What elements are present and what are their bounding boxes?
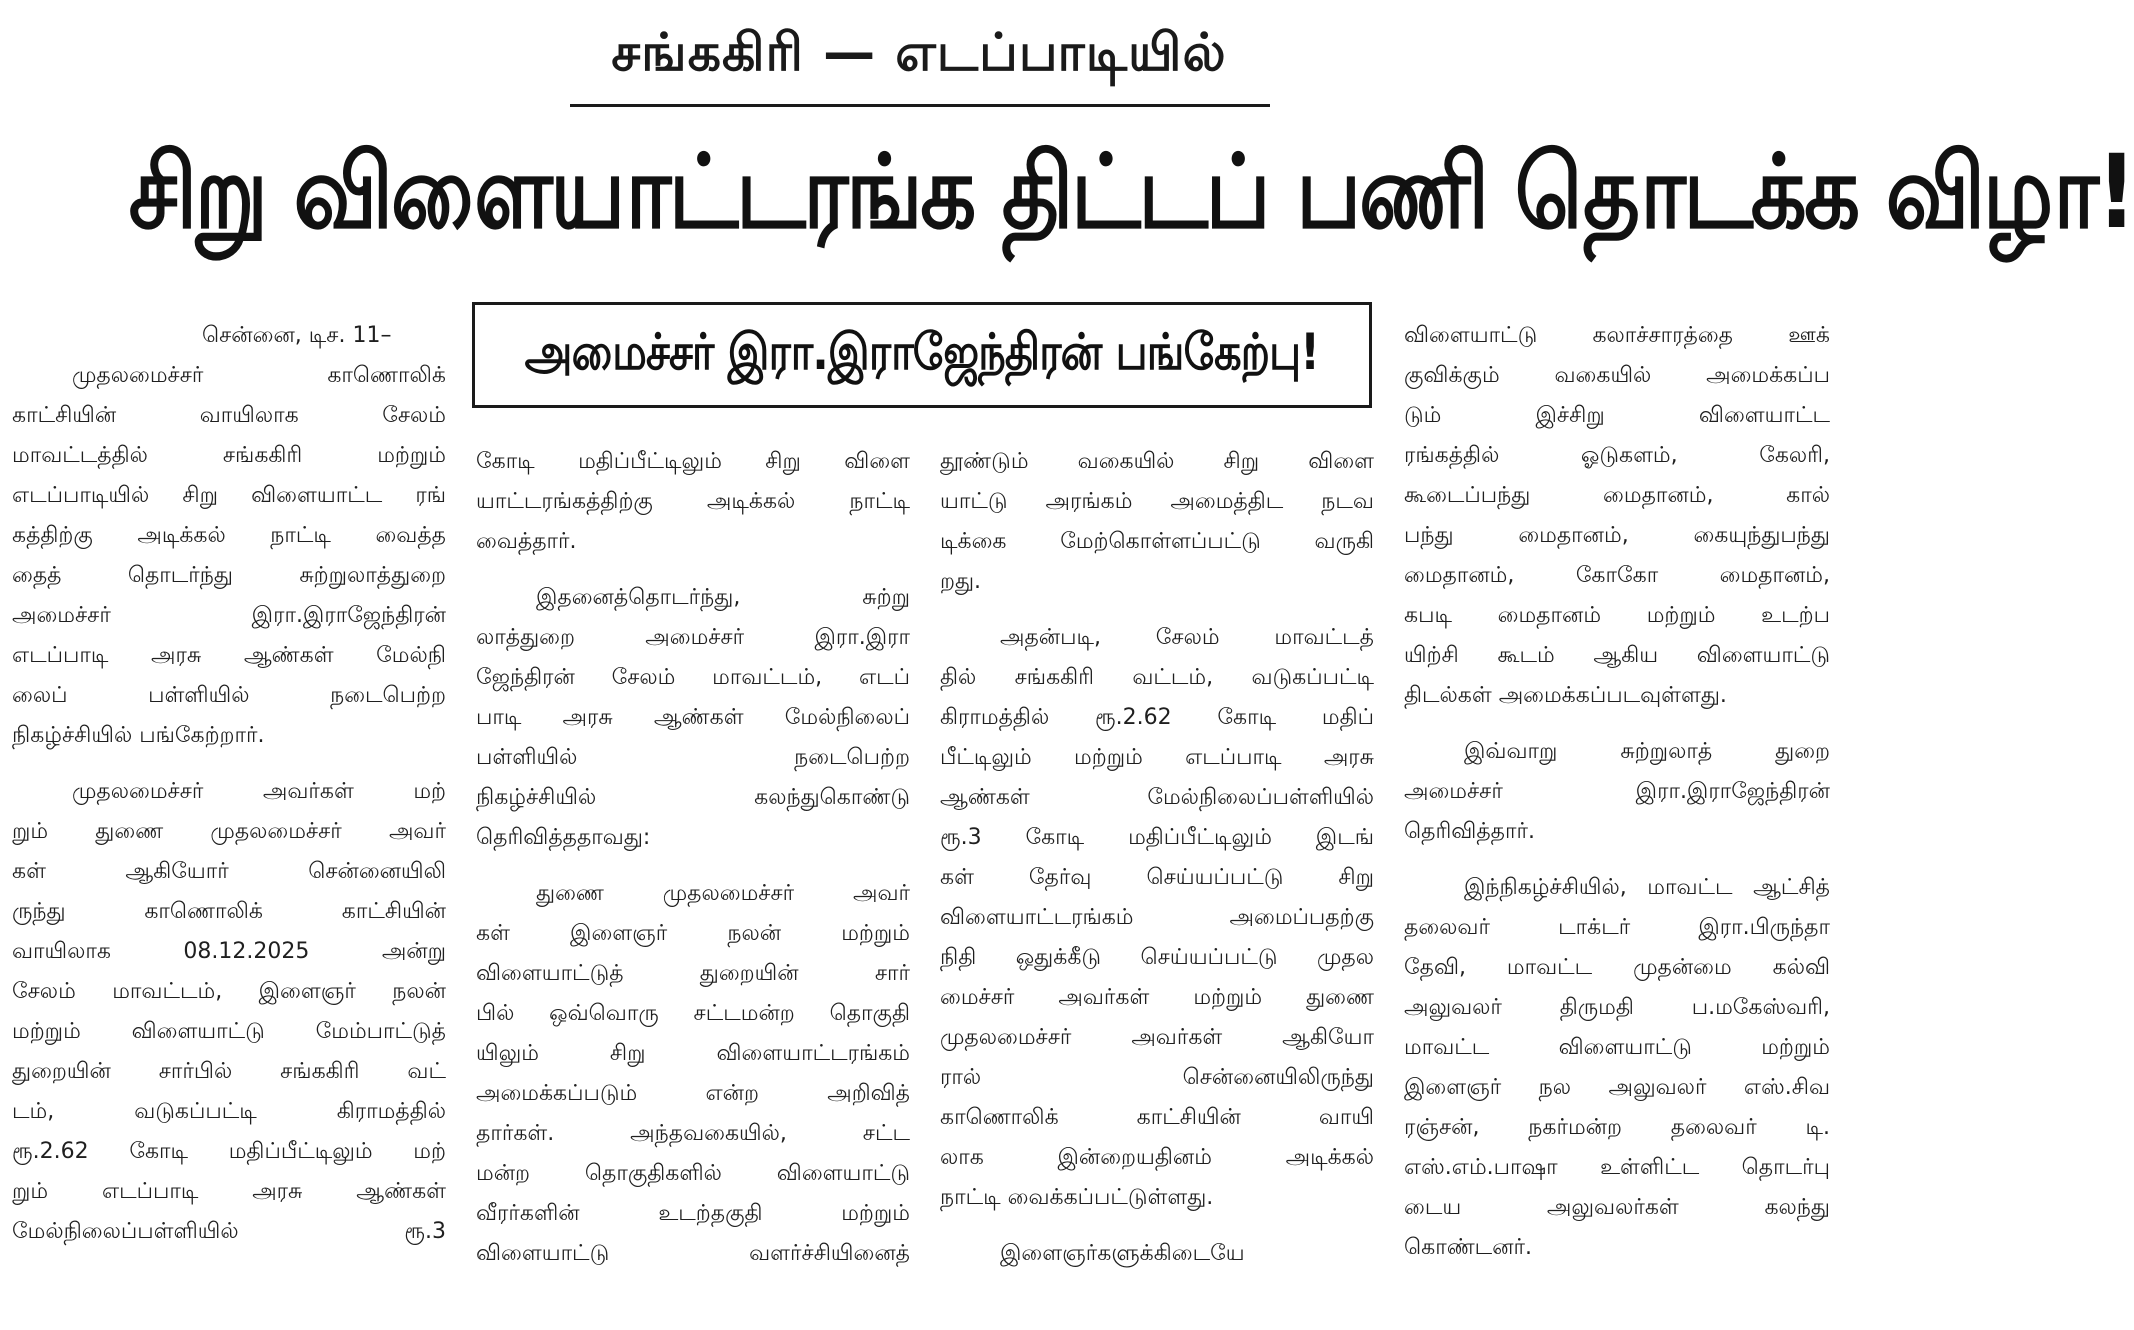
text-line: தூண்டும் வகையில் சிறு விளை: [940, 449, 1374, 474]
text-line: இந்நிகழ்ச்சியில், மாவட்ட ஆட்சித்: [1464, 875, 1830, 900]
text-line: கள் ஆகியோர் சென்னையிலி: [12, 859, 446, 884]
text-line: றும் எடப்பாடி அரசு ஆண்கள்: [12, 1179, 446, 1204]
text-line: விளையாட்டரங்கம் அமைப்பதற்கு: [940, 905, 1374, 930]
text-line: றது.: [940, 569, 982, 594]
text-line: கள் இளைஞர் நலன் மற்றும்: [476, 921, 910, 946]
text-line: அமைக்கப்படும் என்ற அறிவித்: [476, 1081, 910, 1106]
text-line: தலைவர் டாக்டர் இரா.பிருந்தா: [1404, 915, 1830, 940]
dateline: சென்னை, டிச. 11–: [202, 323, 392, 348]
text-line: மன்ற தொகுதிகளில் விளையாட்டு: [476, 1161, 910, 1186]
text-line: வாயிலாக 08.12.2025 அன்று: [12, 939, 446, 964]
text-line: வீரர்களின் உடற்தகுதி மற்றும்: [476, 1201, 910, 1226]
text-line: யிலும் சிறு விளையாட்டரங்கம்: [476, 1041, 910, 1066]
article-column-4: [1404, 316, 1830, 1268]
text-line: கிராமத்தில் ரூ.2.62 கோடி மதிப்: [940, 705, 1374, 730]
text-line: குவிக்கும் வகையில் அமைக்கப்ப: [1404, 363, 1830, 388]
main-headline: சிறு விளையாட்டரங்க திட்டப் பணி தொடக்க விழா!: [128, 133, 2134, 252]
text-line: றும் துணை முதலமைச்சர் அவர்: [12, 819, 446, 844]
text-line: கபடி மைதானம் மற்றும் உடற்ப: [1404, 603, 1830, 628]
kicker-divider: [570, 104, 1270, 107]
text-line: மைச்சர் அவர்கள் மற்றும் துணை: [940, 985, 1374, 1010]
text-line: பில் ஒவ்வொரு சட்டமன்ற தொகுதி: [476, 1001, 910, 1026]
subhead-text: அமைச்சர் இரா.இராஜேந்திரன் பங்கேற்பு!: [524, 322, 1320, 381]
text-line: கோடி மதிப்பீட்டிலும் சிறு விளை: [476, 449, 910, 474]
text-line: வைத்தார்.: [476, 529, 577, 554]
text-line: தெரிவித்ததாவது:: [476, 825, 651, 850]
text-line: டிக்கை மேற்கொள்ளப்பட்டு வருகி: [940, 529, 1374, 554]
text-line: டம், வடுகப்பட்டி கிராமத்தில்: [12, 1099, 446, 1124]
text-line: விளையாட்டுத் துறையின் சார்: [476, 961, 910, 986]
text-line: முதலமைச்சர் அவர்கள் மற்: [72, 779, 446, 804]
paragraph-gap: [1404, 852, 1830, 868]
text-line: இதனைத்தொடர்ந்து, சுற்று: [536, 585, 910, 610]
text-line: நிதி ஒதுக்கீடு செய்யப்பட்டு முதல: [940, 945, 1374, 970]
article-column-1: [12, 316, 446, 1252]
subhead-box: [472, 302, 1372, 408]
text-line: விளையாட்டு கலாச்சாரத்தை ஊக்: [1404, 323, 1830, 348]
text-line: லாத்துறை அமைச்சர் இரா.இரா: [476, 625, 910, 650]
text-line: தில் சங்ககிரி வட்டம், வடுகப்பட்டி: [940, 665, 1374, 690]
paragraph-gap: [12, 756, 446, 772]
text-line: முதலமைச்சர் அவர்கள் ஆகியோ: [940, 1025, 1374, 1050]
text-line: பீட்டிலும் மற்றும் எடப்பாடி அரசு: [940, 745, 1374, 770]
text-line: காணொலிக் காட்சியின் வாயி: [940, 1105, 1374, 1130]
text-line: காட்சியின் வாயிலாக சேலம்: [12, 403, 446, 428]
text-line: தைத் தொடர்ந்து சுற்றுலாத்துறை: [12, 563, 446, 588]
text-line: அதன்படி, சேலம் மாவட்டத்: [1000, 625, 1374, 650]
text-line: முதலமைச்சர் காணொலிக்: [72, 363, 446, 388]
text-line: தேவி, மாவட்ட முதன்மை கல்வி: [1404, 955, 1830, 980]
text-line: கொண்டனர்.: [1404, 1235, 1533, 1260]
text-line: எடப்பாடியில் சிறு விளையாட்ட ரங்: [12, 483, 446, 508]
text-line: இளைஞர்களுக்கிடையே: [1000, 1241, 1245, 1266]
text-line: கத்திற்கு அடிக்கல் நாட்டி வைத்த: [12, 523, 446, 548]
text-line: மேல்நிலைப்பள்ளியில் ரூ.3: [12, 1219, 446, 1244]
text-line: மாவட்ட விளையாட்டு மற்றும்: [1404, 1035, 1830, 1060]
text-line: ரூ.3 கோடி மதிப்பீட்டிலும் இடங்: [940, 825, 1374, 850]
text-line: துணை முதலமைச்சர் அவர்: [536, 881, 910, 906]
text-line: தெரிவித்தார்.: [1404, 819, 1535, 844]
text-line: இளைஞர் நல அலுவலர் எஸ்.சிவ: [1404, 1075, 1830, 1100]
paragraph-gap: [940, 602, 1374, 618]
text-line: பள்ளியில் நடைபெற்ற: [476, 745, 910, 770]
text-line: விளையாட்டு வளர்ச்சியினைத்: [476, 1241, 910, 1266]
text-line: டைய அலுவலர்கள் கலந்து: [1404, 1195, 1830, 1220]
article-column-2: [476, 442, 910, 1274]
text-line: திடல்கள் அமைக்கப்படவுள்ளது.: [1404, 683, 1727, 708]
text-line: யிற்சி கூடம் ஆகிய விளையாட்டு: [1404, 643, 1830, 668]
text-line: மைதானம், கோகோ மைதானம்,: [1404, 563, 1830, 588]
text-line: நாட்டி வைக்கப்பட்டுள்ளது.: [940, 1185, 1214, 1210]
article-column-3: [940, 442, 1374, 1274]
kicker-heading: சங்ககிரி — எடப்பாடியில்: [611, 23, 1227, 83]
text-line: இவ்வாறு சுற்றுலாத் துறை: [1464, 739, 1830, 764]
text-line: நிகழ்ச்சியில் பங்கேற்றார்.: [12, 723, 265, 748]
text-line: மாவட்டத்தில் சங்ககிரி மற்றும்: [12, 443, 446, 468]
text-line: ஆண்கள் மேல்நிலைப்பள்ளியில்: [940, 785, 1374, 810]
text-line: கள் தேர்வு செய்யப்பட்டு சிறு: [940, 865, 1374, 890]
text-line: எடப்பாடி அரசு ஆண்கள் மேல்நி: [12, 643, 446, 668]
text-line: அமைச்சர் இரா.இராஜேந்திரன்: [1404, 779, 1830, 804]
text-line: கூடைப்பந்து மைதானம், கால்: [1404, 483, 1830, 508]
text-line: ரங்கத்தில் ஓடுகளம், கேலரி,: [1404, 443, 1830, 468]
paragraph-gap: [940, 1218, 1374, 1234]
text-line: லாக இன்றையதினம் அடிக்கல்: [940, 1145, 1374, 1170]
text-line: ரூ.2.62 கோடி மதிப்பீட்டிலும் மற்: [12, 1139, 446, 1164]
text-line: ரஞ்சன், நகர்மன்ற தலைவர் டி.: [1404, 1115, 1830, 1140]
paragraph-gap: [476, 562, 910, 578]
text-line: தார்கள். அந்தவகையில், சட்ட: [476, 1121, 910, 1146]
text-line: ஜேந்திரன் சேலம் மாவட்டம், எடப்: [476, 665, 910, 690]
text-line: நிகழ்ச்சியில் கலந்துகொண்டு: [476, 785, 910, 810]
text-line: பந்து மைதானம், கையுந்துபந்து: [1404, 523, 1830, 548]
text-line: ரால் சென்னையிலிருந்து: [940, 1065, 1374, 1090]
text-line: ருந்து காணொலிக் காட்சியின்: [12, 899, 446, 924]
text-line: துறையின் சார்பில் சங்ககிரி வட்: [12, 1059, 446, 1084]
text-line: டும் இச்சிறு விளையாட்ட: [1404, 403, 1830, 428]
text-line: அமைச்சர் இரா.இராஜேந்திரன்: [12, 603, 446, 628]
text-line: யாட்டரங்கத்திற்கு அடிக்கல் நாட்டி: [476, 489, 910, 514]
text-line: அலுவலர் திருமதி ப.மகேஸ்வரி,: [1404, 995, 1830, 1020]
text-line: எஸ்.எம்.பாஷா உள்ளிட்ட தொடர்பு: [1404, 1155, 1830, 1180]
text-line: பாடி அரசு ஆண்கள் மேல்நிலைப்: [476, 705, 910, 730]
paragraph-gap: [1404, 716, 1830, 732]
paragraph-gap: [476, 858, 910, 874]
text-line: சேலம் மாவட்டம், இளைஞர் நலன்: [12, 979, 446, 1004]
text-line: யாட்டு அரங்கம் அமைத்திட நடவ: [940, 489, 1374, 514]
text-line: மற்றும் விளையாட்டு மேம்பாட்டுத்: [12, 1019, 446, 1044]
text-line: லைப் பள்ளியில் நடைபெற்ற: [12, 683, 446, 708]
